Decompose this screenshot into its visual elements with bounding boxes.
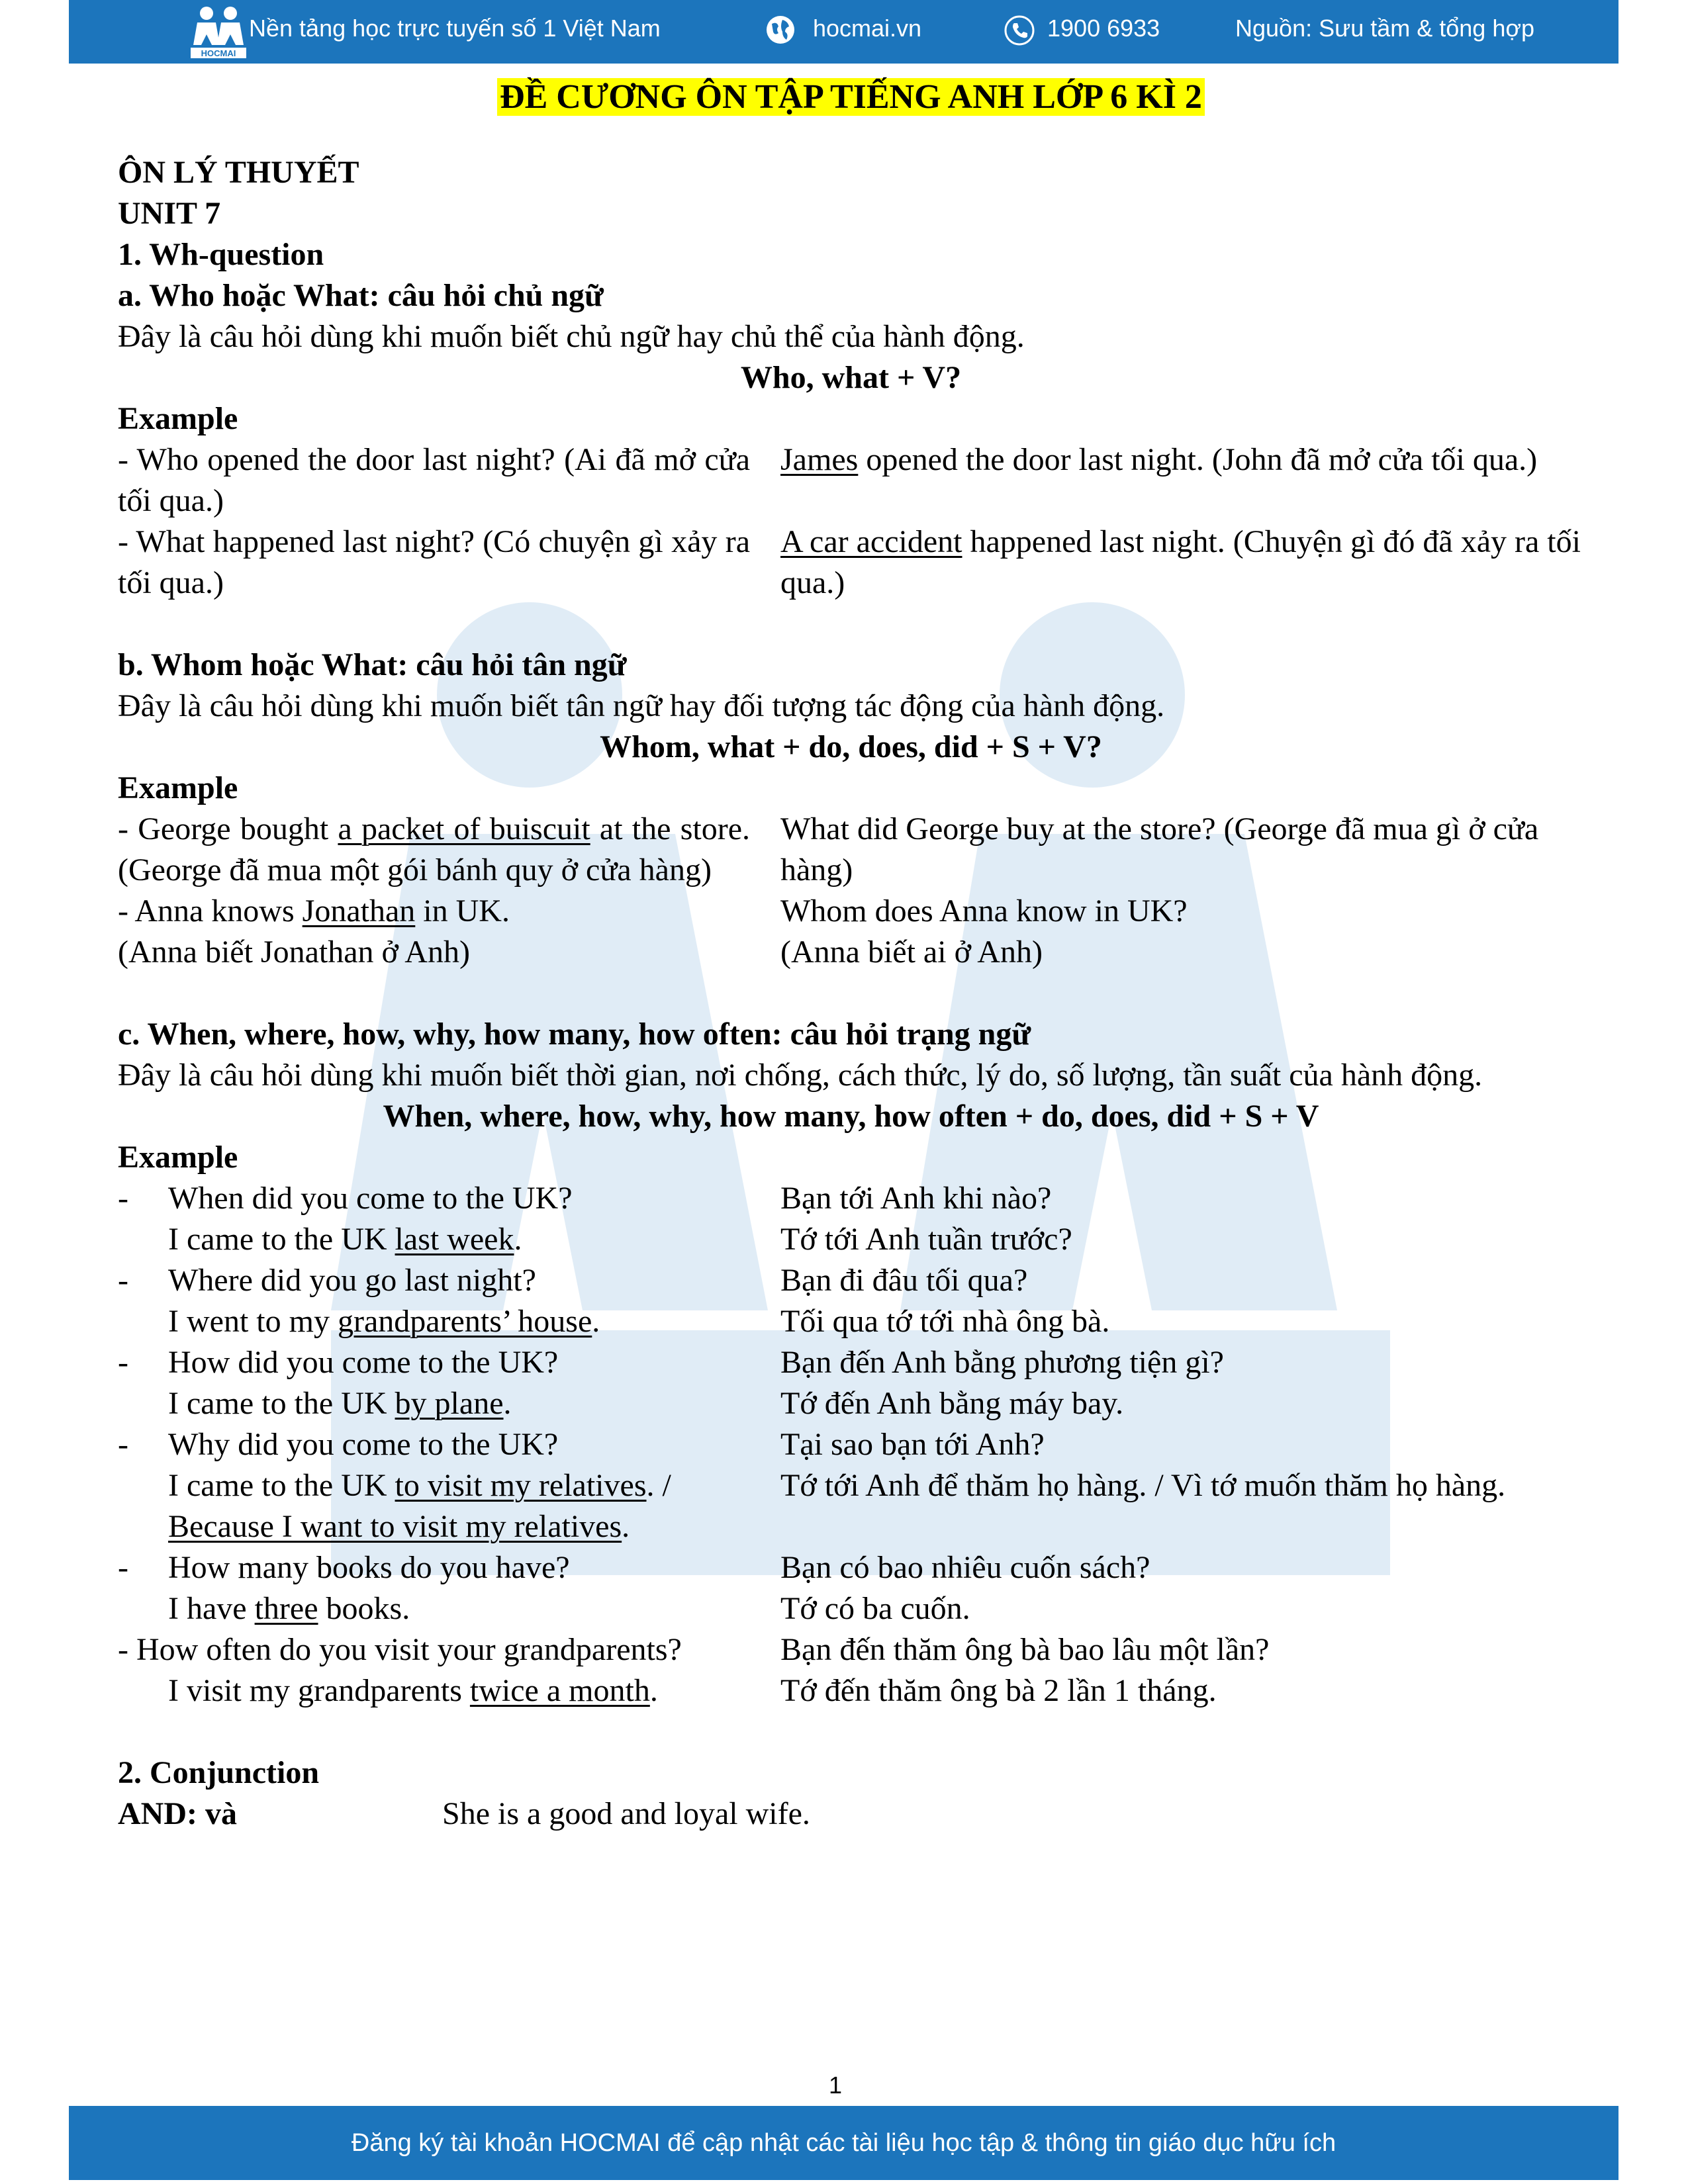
document-body — [118, 74, 1584, 1835]
example-row: - How many books do you have? I have three books. Bạn có bao nhiêu cuốn sách? Tớ có ba cuốn. — [118, 1550, 1150, 1626]
example-row: - Anna knows Jonathan in UK. (Anna biết Jonathan ở Anh) Whom does Anna know in UK? (Anna biết ai ở Anh) — [118, 893, 1188, 970]
formula-a: Who, what + V? — [740, 360, 962, 395]
globe-icon — [765, 15, 796, 45]
formula-b: Whom, what + do, does, did + S + V? — [600, 729, 1102, 764]
header-phone[interactable]: 1900 6933 — [1047, 15, 1160, 42]
example-row: - When did you come to the UK? I came to the UK last week. Bạn tới Anh khi nào? Tớ tới Anh tuần trước? — [118, 1181, 1072, 1257]
desc-a: Đây là câu hỏi dùng khi muốn biết chủ ngữ hay chủ thể của hành động. — [118, 319, 1025, 354]
heading-c: c. When, where, how, why, how many, how often: câu hỏi trạng ngữ — [118, 1017, 1031, 1052]
example-row: - George bought a packet of buiscuit at the store. (George đã mua một gói bánh quy ở cửa hàng) What did George buy at the store? (George đã mua gì ở cửa hàng) — [118, 811, 1539, 887]
page-number: 1 — [829, 2071, 843, 2099]
example-row: - How often do you visit your grandparents? I visit my grandparents twice a month. Bạn đến thăm ông bà bao lâu một lần? Tớ đến thăm ông bà 2 lần 1 tháng. — [118, 1632, 1270, 1708]
heading-a: a. Who hoặc What: câu hỏi chủ ngữ — [118, 278, 604, 313]
example-row: - Who opened the door last night? (Ai đã mở cửa tối qua.) James opened the door last night. (John đã mở cửa tối qua.) — [118, 442, 1538, 518]
hocmai-logo-icon — [181, 4, 256, 61]
footer-banner[interactable]: Đăng ký tài khoản HOCMAI để cập nhật các tài liệu học tập & thông tin giáo dục hữu ích — [69, 2106, 1618, 2180]
unit-heading: UNIT 7 — [118, 196, 221, 231]
formula-c: When, where, how, why, how many, how often + do, does, did + S + V — [383, 1099, 1319, 1134]
desc-c: Đây là câu hỏi dùng khi muốn biết thời gian, nơi chống, cách thức, lý do, số lượng, tần suất của hành động. — [118, 1058, 1483, 1093]
top-banner — [69, 0, 1618, 64]
example-label: Example — [118, 401, 238, 436]
phone-icon — [1004, 15, 1035, 46]
section-heading: ÔN LÝ THUYẾT — [118, 155, 359, 190]
example-label: Example — [118, 770, 238, 805]
page-title: ĐỀ CƯƠNG ÔN TẬP TIẾNG ANH LỚP 6 KÌ 2 — [118, 77, 1584, 118]
header-website[interactable]: hocmai.vn — [813, 15, 922, 42]
example-label: Example — [118, 1140, 238, 1175]
heading-conjunction: 2. Conjunction — [118, 1755, 320, 1790]
example-row: - How did you come to the UK? I came to the UK by plane. Bạn đến Anh bằng phương tiện gì? Tớ đến Anh bằng máy bay. — [118, 1345, 1224, 1421]
example-row: - Where did you go last night? I went to my grandparents’ house. Bạn đi đâu tối qua? Tối qua tớ tới nhà ông bà. — [118, 1263, 1110, 1339]
logo-text: HOCMAI — [201, 48, 236, 58]
heading-wh-question: 1. Wh-question — [118, 237, 324, 272]
heading-b: b. Whom hoặc What: câu hỏi tân ngữ — [118, 647, 627, 682]
header-tagline: Nền tảng học trực tuyến số 1 Việt Nam — [249, 15, 661, 42]
desc-b: Đây là câu hỏi dùng khi muốn biết tân ngữ hay đối tượng tác động của hành động. — [118, 688, 1165, 723]
header-source: Nguồn: Sưu tầm & tổng hợp — [1235, 15, 1534, 42]
conjunction-row: AND: và She is a good and loyal wife. — [118, 1796, 810, 1831]
example-row: - What happened last night? (Có chuyện gì xảy ra tối qua.) A car accident happened last night. (Chuyện gì đó đã xảy ra tối qua.) — [118, 524, 1581, 600]
example-row: - Why did you come to the UK? I came to the UK to visit my relatives. / Because I want to visit my relatives. Tại sao bạn tới Anh? Tớ tới Anh để thăm họ hàng. / Vì tớ muốn thăm họ hàng. — [118, 1427, 1506, 1544]
